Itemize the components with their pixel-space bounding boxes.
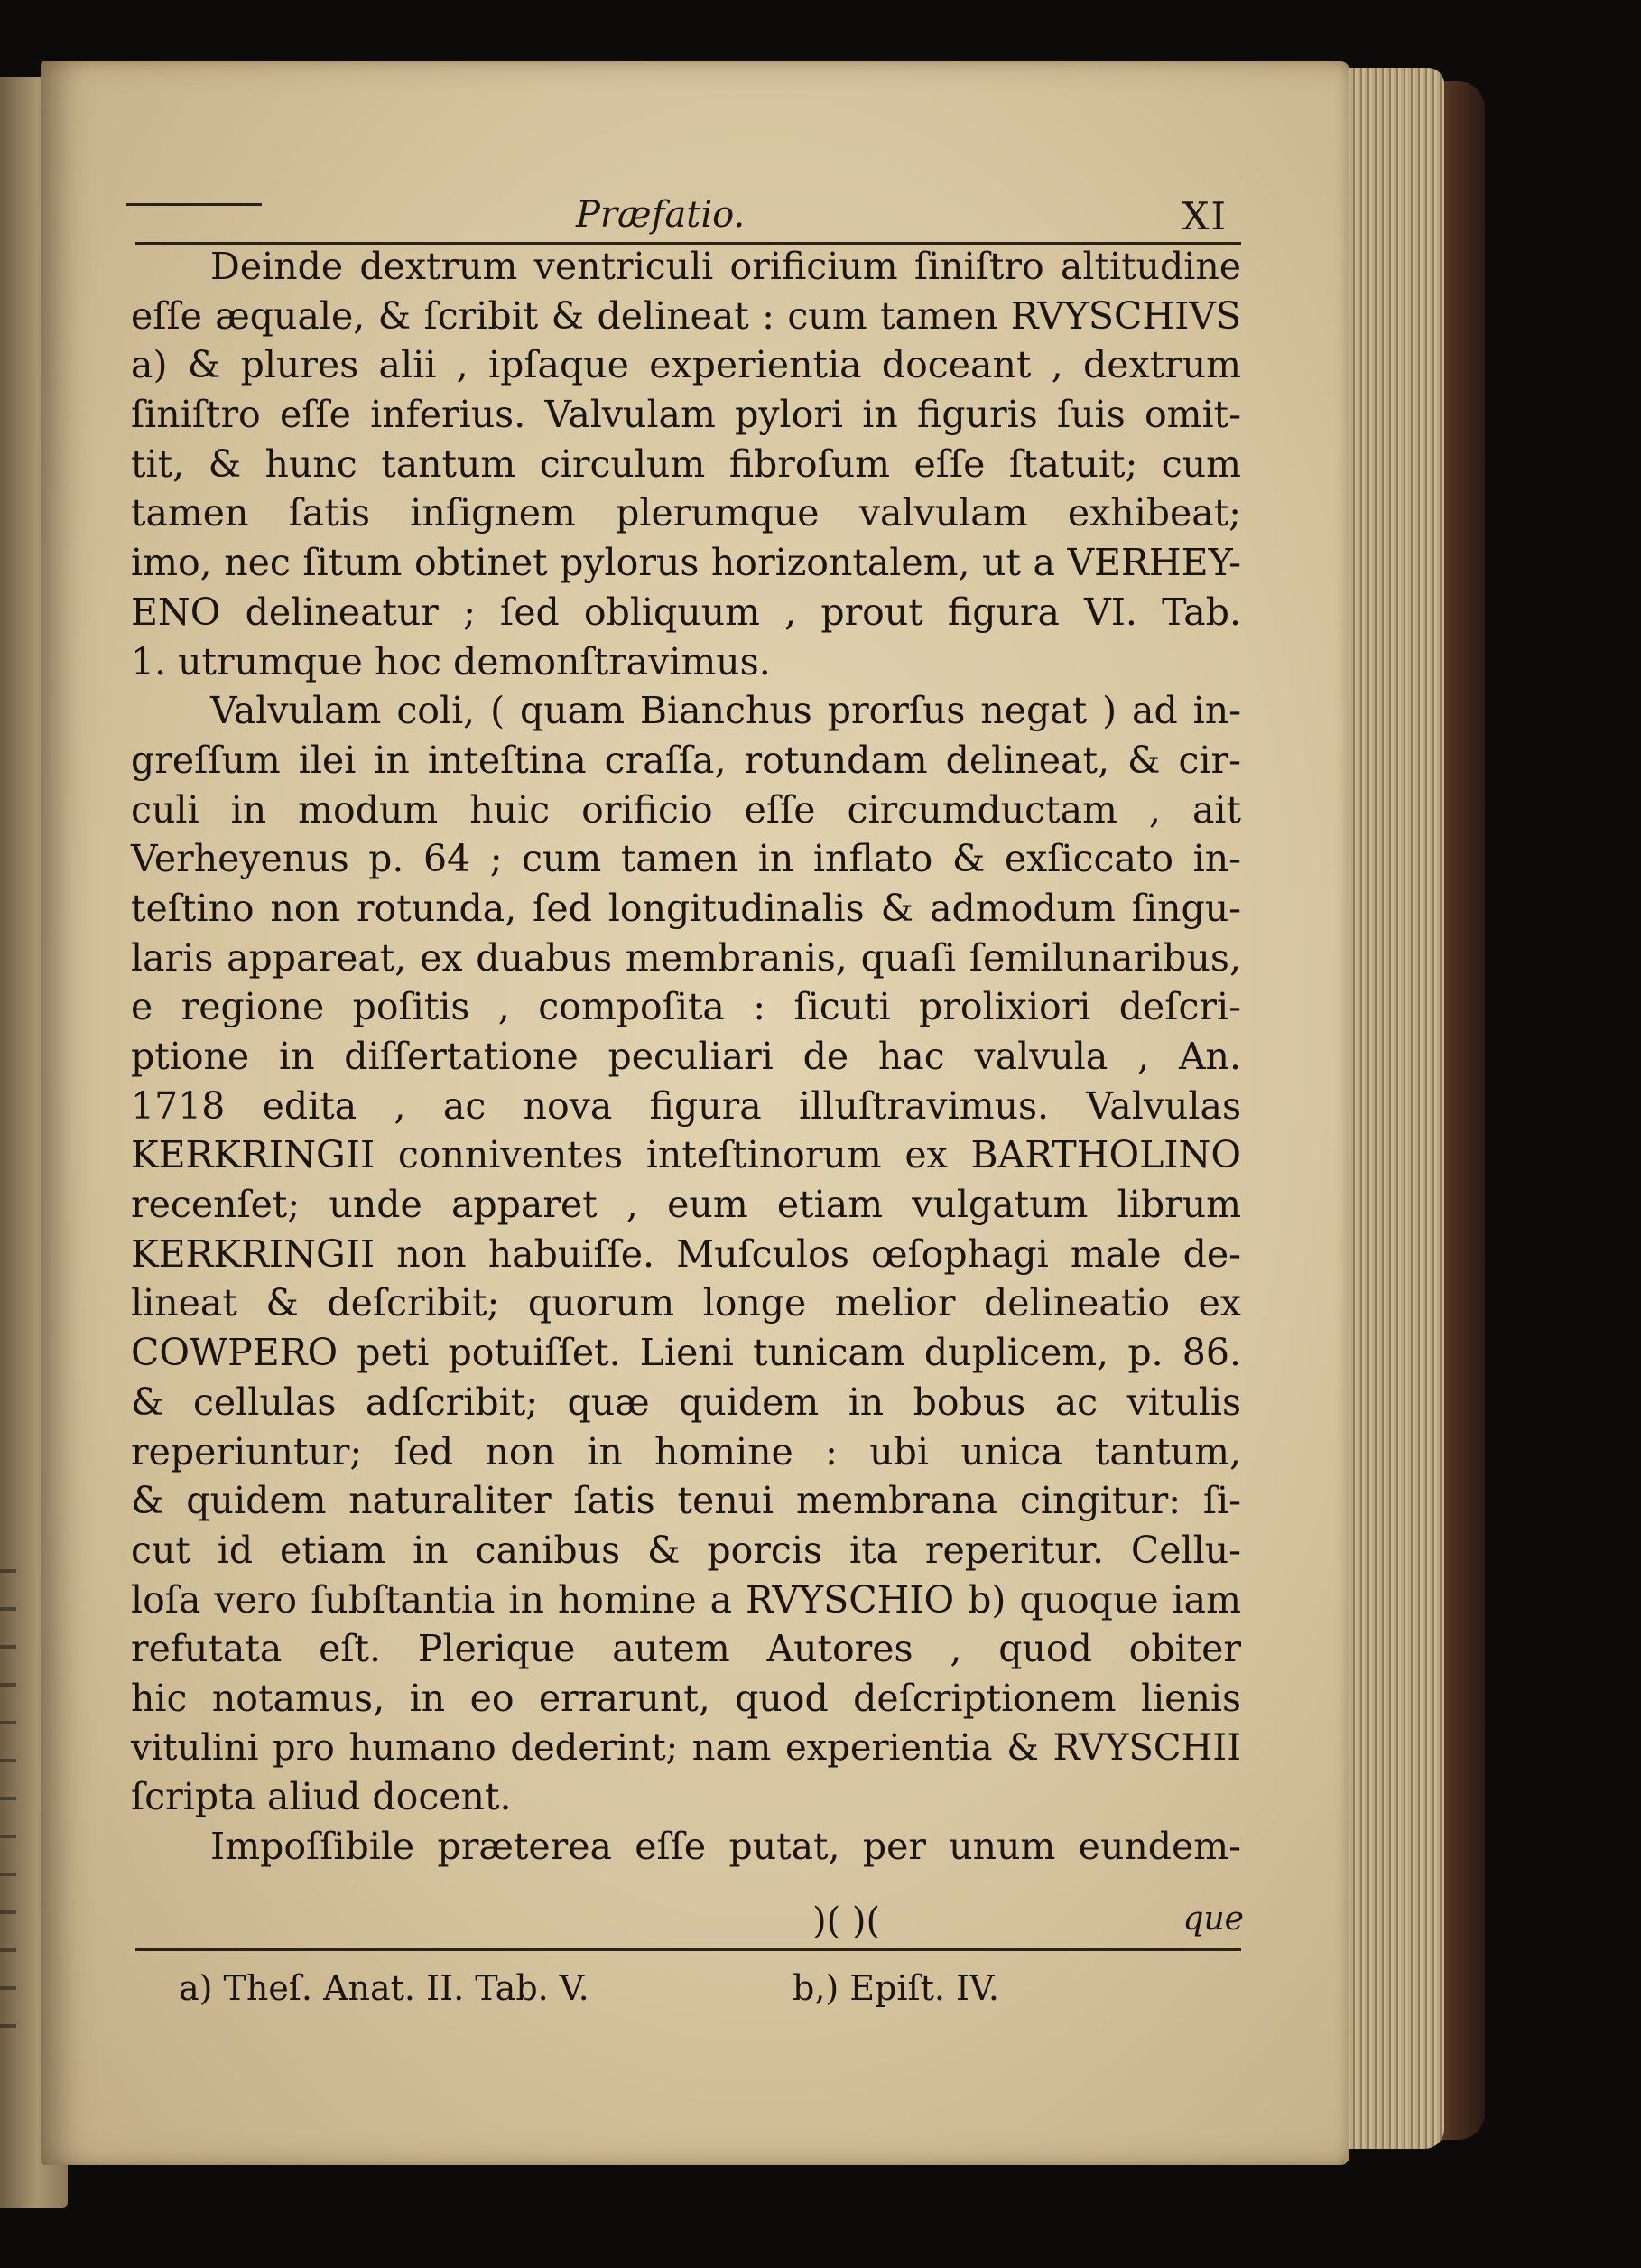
text-line: imo, nec ſitum obtinet pylorus horizontalem, ut a VERHEY-	[131, 541, 1241, 585]
body-text	[131, 242, 1241, 1872]
text-line: refutata eſt. Plerique autem Autores , quod obiter	[131, 1627, 1241, 1671]
text-line: COWPERO peti potuiſſet. Lieni tunicam duplicem, p. 86.	[131, 1331, 1241, 1375]
text-line: Deinde dextrum ventriculi orificium ſiniſtro altitudine	[210, 245, 1241, 288]
text-line: cut id etiam in canibus & porcis ita reperitur. Cellu-	[131, 1528, 1241, 1572]
footnotes	[179, 1968, 1172, 2013]
footnote-a: a) Theſ. Anat. II. Tab. V.	[179, 1968, 589, 2008]
left-page-marks	[0, 1535, 16, 2040]
footnote-rule	[135, 1948, 1241, 1951]
text-line: Impoſſibile præterea eſſe putat, per unum eundem-	[210, 1825, 1241, 1868]
text-line: KERKRINGII conniventes inteſtinorum ex BARTHOLINO	[131, 1133, 1241, 1177]
text-line: tamen ſatis inſignem plerumque valvulam exhibeat;	[131, 491, 1241, 535]
text-line: tit, & hunc tantum circulum fibroſum eſſe ſtatuit; cum	[131, 442, 1241, 486]
text-line: Verheyenus p. 64 ; cum tamen in inflato & exſiccato in-	[131, 837, 1241, 881]
signature-line	[812, 1901, 1244, 1940]
text-line: e regione poſitis , compoſita : ſicuti prolixiori deſcri-	[131, 985, 1241, 1029]
signature-mark: )( )(	[812, 1901, 881, 1942]
text-line: & quidem naturaliter ſatis tenui membrana cingitur: ſi-	[131, 1479, 1241, 1523]
header-title: Præfatio.	[576, 194, 746, 236]
text-line: reperiuntur; ſed non in homine : ubi unica tantum,	[131, 1429, 1241, 1473]
page-number: XI	[1182, 194, 1228, 238]
text-line: Valvulam coli, ( quam Bianchus prorſus negat ) ad in-	[210, 689, 1241, 733]
text-line: greſſum ilei in inteſtina craſſa, rotundam delineat, & cir-	[131, 738, 1241, 782]
footnote-b: b,) Epiſt. IV.	[793, 1968, 999, 2008]
text-line: vitulini pro humano dederint; nam experientia & RVYSCHII	[131, 1726, 1241, 1769]
text-line: KERKRINGII non habuiſſe. Muſculos œſophagi male de-	[131, 1232, 1241, 1276]
text-line: laris appareat, ex duabus membranis, quaſi ſemilunaribus,	[131, 935, 1241, 980]
text-line: recenſet; unde apparet , eum etiam vulgatum librum	[131, 1183, 1241, 1227]
page-edges	[1336, 68, 1444, 2149]
text-line: a) & plures alii , ipſaque experientia doceant , dextrum	[131, 343, 1241, 387]
running-header	[135, 194, 1246, 239]
text-line: ſcripta aliud docent.	[131, 1775, 512, 1819]
text-line: culi in modum huic orificio eſſe circumductam , ait	[131, 787, 1241, 832]
text-line: ſiniſtro eſſe inferius. Valvulam pylori in figuris ſuis omit-	[131, 393, 1241, 437]
text-line: ptione in diſſertatione peculiari de hac valvula , An.	[131, 1035, 1241, 1078]
text-line: & cellulas adſcribit; quæ quidem in bobus ac vitulis	[131, 1380, 1241, 1424]
catchword: que	[1182, 1901, 1244, 1938]
text-line: loſa vero ſubſtantia in homine a RVYSCHIO b) quoque iam	[131, 1577, 1241, 1622]
text-line: lineat & deſcribit; quorum longe melior delineatio ex	[131, 1281, 1241, 1325]
text-line: ENO delineatur ; ſed obliquum , prout figura VI. Tab.	[131, 590, 1241, 634]
text-line: 1. utrumque hoc demonſtravimus.	[131, 639, 771, 683]
text-line: eſſe æquale, & ſcribit & delineat : cum tamen RVYSCHIVS	[131, 293, 1241, 338]
text-line: teſtino non rotunda, ſed longitudinalis & admodum ſingu-	[131, 886, 1241, 930]
text-line: 1718 edita , ac nova figura illuſtravimus. Valvulas	[131, 1083, 1241, 1128]
text-line: hic notamus, in eo errarunt, quod deſcriptionem lienis	[131, 1676, 1241, 1720]
